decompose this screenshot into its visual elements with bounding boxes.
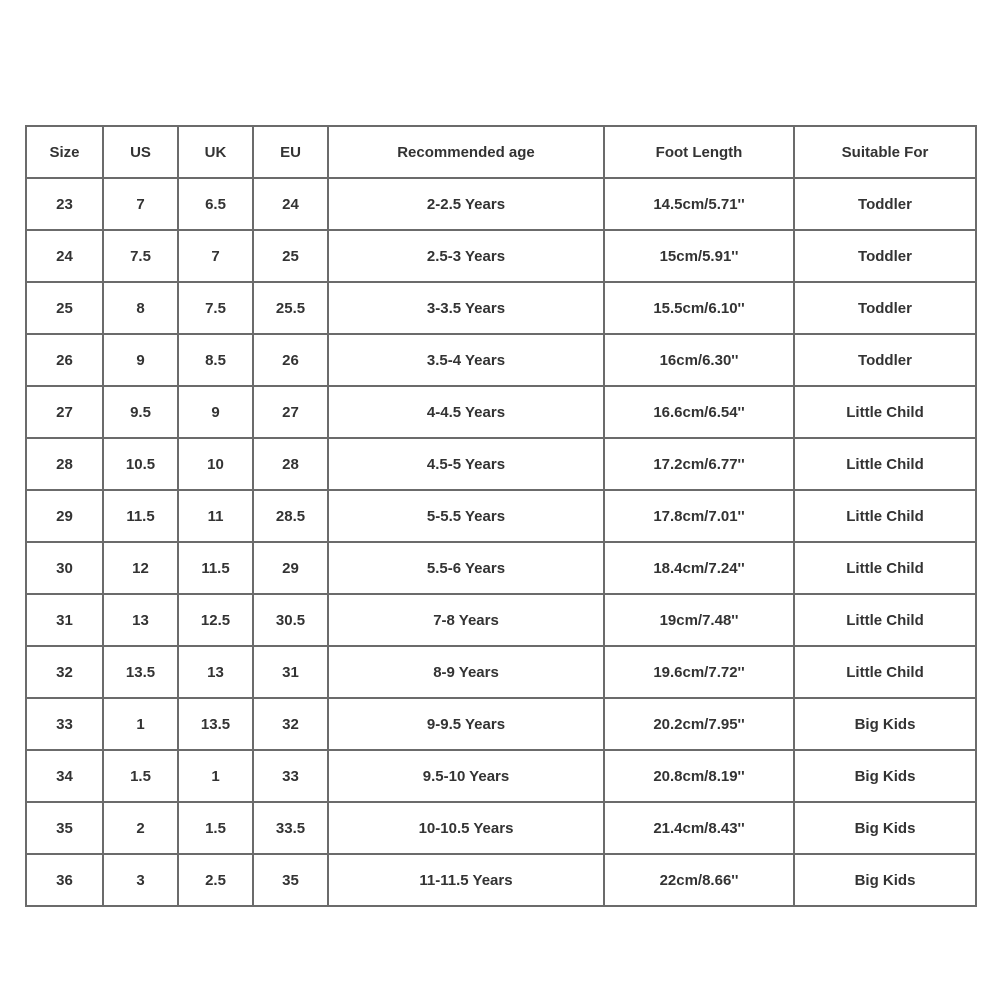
cell-suitable-for: Toddler — [794, 230, 976, 282]
table-row — [26, 854, 976, 906]
cell-eu: 32 — [253, 698, 328, 750]
cell-size: 34 — [26, 750, 103, 802]
cell-eu: 25.5 — [253, 282, 328, 334]
cell-foot-length: 20.8cm/8.19'' — [604, 750, 794, 802]
cell-size: 26 — [26, 334, 103, 386]
cell-recommended-age: 9.5-10 Years — [328, 750, 604, 802]
cell-uk: 1.5 — [178, 802, 253, 854]
cell-us: 12 — [103, 542, 178, 594]
cell-foot-length: 15.5cm/6.10'' — [604, 282, 794, 334]
header-uk: UK — [178, 126, 253, 178]
header-size: Size — [26, 126, 103, 178]
table-row — [26, 802, 976, 854]
cell-us: 2 — [103, 802, 178, 854]
cell-eu: 27 — [253, 386, 328, 438]
cell-uk: 1 — [178, 750, 253, 802]
cell-uk: 8.5 — [178, 334, 253, 386]
cell-foot-length: 18.4cm/7.24'' — [604, 542, 794, 594]
cell-uk: 13.5 — [178, 698, 253, 750]
cell-foot-length: 19.6cm/7.72'' — [604, 646, 794, 698]
header-recommended-age: Recommended age — [328, 126, 604, 178]
cell-foot-length: 20.2cm/7.95'' — [604, 698, 794, 750]
table-row — [26, 490, 976, 542]
cell-recommended-age: 4.5-5 Years — [328, 438, 604, 490]
cell-size: 23 — [26, 178, 103, 230]
cell-eu: 33.5 — [253, 802, 328, 854]
header-row — [26, 126, 976, 178]
cell-suitable-for: Big Kids — [794, 698, 976, 750]
cell-suitable-for: Toddler — [794, 178, 976, 230]
cell-suitable-for: Little Child — [794, 646, 976, 698]
cell-uk: 7 — [178, 230, 253, 282]
cell-us: 1.5 — [103, 750, 178, 802]
cell-foot-length: 21.4cm/8.43'' — [604, 802, 794, 854]
table-row — [26, 594, 976, 646]
cell-size: 25 — [26, 282, 103, 334]
table-row — [26, 750, 976, 802]
cell-us: 13 — [103, 594, 178, 646]
cell-foot-length: 16.6cm/6.54'' — [604, 386, 794, 438]
cell-size: 30 — [26, 542, 103, 594]
cell-recommended-age: 5-5.5 Years — [328, 490, 604, 542]
cell-eu: 33 — [253, 750, 328, 802]
cell-us: 8 — [103, 282, 178, 334]
cell-us: 13.5 — [103, 646, 178, 698]
cell-uk: 9 — [178, 386, 253, 438]
cell-eu: 28.5 — [253, 490, 328, 542]
cell-us: 9.5 — [103, 386, 178, 438]
cell-recommended-age: 9-9.5 Years — [328, 698, 604, 750]
cell-us: 7.5 — [103, 230, 178, 282]
table-row — [26, 542, 976, 594]
cell-uk: 13 — [178, 646, 253, 698]
cell-uk: 7.5 — [178, 282, 253, 334]
cell-foot-length: 19cm/7.48'' — [604, 594, 794, 646]
cell-size: 29 — [26, 490, 103, 542]
cell-suitable-for: Toddler — [794, 282, 976, 334]
cell-foot-length: 22cm/8.66'' — [604, 854, 794, 906]
cell-eu: 28 — [253, 438, 328, 490]
header-us: US — [103, 126, 178, 178]
table-row — [26, 178, 976, 230]
cell-foot-length: 15cm/5.91'' — [604, 230, 794, 282]
cell-recommended-age: 4-4.5 Years — [328, 386, 604, 438]
cell-size: 28 — [26, 438, 103, 490]
table-row — [26, 386, 976, 438]
cell-suitable-for: Big Kids — [794, 750, 976, 802]
cell-size: 32 — [26, 646, 103, 698]
cell-eu: 35 — [253, 854, 328, 906]
table-row — [26, 698, 976, 750]
table-row — [26, 646, 976, 698]
cell-recommended-age: 3-3.5 Years — [328, 282, 604, 334]
cell-recommended-age: 5.5-6 Years — [328, 542, 604, 594]
cell-size: 33 — [26, 698, 103, 750]
cell-recommended-age: 2-2.5 Years — [328, 178, 604, 230]
cell-us: 11.5 — [103, 490, 178, 542]
cell-us: 3 — [103, 854, 178, 906]
header-suitable-for: Suitable For — [794, 126, 976, 178]
cell-us: 10.5 — [103, 438, 178, 490]
cell-eu: 26 — [253, 334, 328, 386]
cell-suitable-for: Little Child — [794, 386, 976, 438]
size-chart-table — [25, 125, 977, 907]
table-row — [26, 230, 976, 282]
cell-suitable-for: Little Child — [794, 594, 976, 646]
cell-eu: 29 — [253, 542, 328, 594]
cell-eu: 25 — [253, 230, 328, 282]
cell-foot-length: 17.8cm/7.01'' — [604, 490, 794, 542]
header-foot-length: Foot Length — [604, 126, 794, 178]
cell-recommended-age: 7-8 Years — [328, 594, 604, 646]
cell-recommended-age: 2.5-3 Years — [328, 230, 604, 282]
cell-foot-length: 14.5cm/5.71'' — [604, 178, 794, 230]
cell-eu: 24 — [253, 178, 328, 230]
cell-size: 27 — [26, 386, 103, 438]
cell-suitable-for: Little Child — [794, 438, 976, 490]
cell-us: 1 — [103, 698, 178, 750]
cell-suitable-for: Big Kids — [794, 802, 976, 854]
cell-uk: 10 — [178, 438, 253, 490]
cell-size: 24 — [26, 230, 103, 282]
cell-eu: 30.5 — [253, 594, 328, 646]
cell-suitable-for: Little Child — [794, 490, 976, 542]
cell-us: 9 — [103, 334, 178, 386]
cell-foot-length: 17.2cm/6.77'' — [604, 438, 794, 490]
header-eu: EU — [253, 126, 328, 178]
cell-suitable-for: Big Kids — [794, 854, 976, 906]
cell-foot-length: 16cm/6.30'' — [604, 334, 794, 386]
table-row — [26, 282, 976, 334]
cell-suitable-for: Little Child — [794, 542, 976, 594]
cell-uk: 11 — [178, 490, 253, 542]
cell-recommended-age: 10-10.5 Years — [328, 802, 604, 854]
cell-eu: 31 — [253, 646, 328, 698]
cell-uk: 2.5 — [178, 854, 253, 906]
cell-uk: 6.5 — [178, 178, 253, 230]
table-row — [26, 438, 976, 490]
cell-recommended-age: 3.5-4 Years — [328, 334, 604, 386]
cell-us: 7 — [103, 178, 178, 230]
cell-uk: 12.5 — [178, 594, 253, 646]
cell-suitable-for: Toddler — [794, 334, 976, 386]
cell-recommended-age: 8-9 Years — [328, 646, 604, 698]
table-row — [26, 334, 976, 386]
cell-size: 35 — [26, 802, 103, 854]
cell-size: 36 — [26, 854, 103, 906]
cell-size: 31 — [26, 594, 103, 646]
cell-uk: 11.5 — [178, 542, 253, 594]
cell-recommended-age: 11-11.5 Years — [328, 854, 604, 906]
